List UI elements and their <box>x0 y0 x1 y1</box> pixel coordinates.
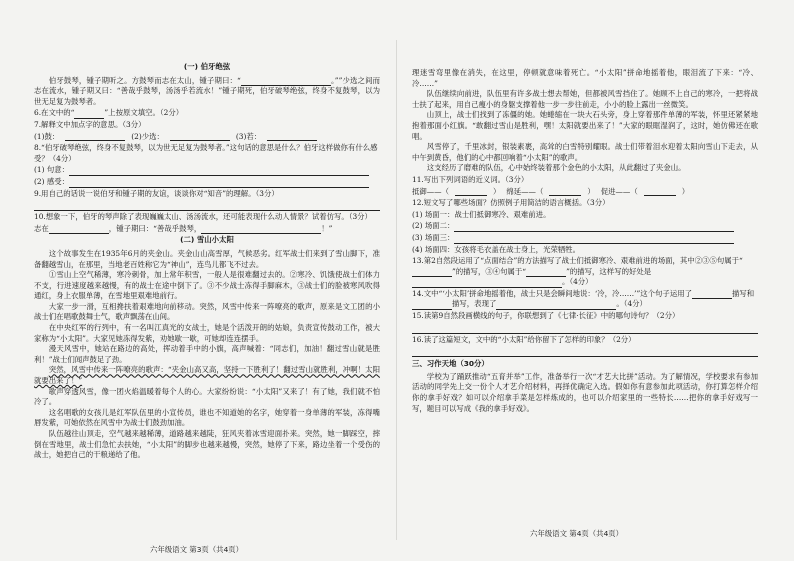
question-12-item-1: (1) 场面一：战士们抵御寒冷、艰难前进。 <box>412 209 551 219</box>
right-column <box>412 68 758 414</box>
question-10-fill: 志在 ，锺子期曰：“善哉乎鼓琴， ！” <box>34 223 333 233</box>
composition-prompt: 学校为了踊跃推动“五育并举”工作，准备举行一次“才艺大比拼”活动。为了解情况，学校要求有参加活动的同学先上交一份个人才艺介绍材料，再择优确定入选。假如你有意参加此项活动，你打算怎样介绍你的拿手好戏？如可以介绍拿手菜是怎样炼成的，也可以介绍家里的一些特长……把你的拿手好戏写一写，题目可以写成《我的拿手好戏》。 <box>412 371 758 413</box>
passage-paragraph-5: 漫天风雪中，她站在路边的高处，挥动着手中的小旗，高声喊着：“同志们，加油！翻过雪山就是胜利！”战士们闻声鼓足了劲。 <box>34 344 380 364</box>
question-7: 7.解释文中加点字的意思。（3分） <box>34 119 146 129</box>
answer-blank[interactable] <box>74 110 104 119</box>
answer-blank[interactable] <box>69 179 369 188</box>
question-10: 10.想象一下，伯牙的琴声除了表现巍巍太山、汤汤流水，还可能表现什么动人情景？试着仿写。（3分） <box>34 212 372 222</box>
section-title-2: (二) 雪山小太阳 <box>180 235 234 245</box>
passage-paragraph-7: 歌声穿透风雪，像一团火焰温暖着每个人的心。大家纷纷说：“小太阳”又来了！有了她，我们就不怕冷了。 <box>34 386 380 407</box>
answer-blank[interactable] <box>412 268 452 277</box>
question-11-items: 抵御——（ ） 绵延——（ ） 促进——（ ） <box>412 186 690 196</box>
question-6: 6.在文中的“ ”上按原文填空。（2分） <box>34 108 184 118</box>
question-14: 14.文中“‘小太阳’拼命地摇着他，战士只是会瞬间地说：‘冷，冷……’”这个句子运用了 描写和描写，表现了 。（4分） <box>412 288 755 309</box>
answer-blank[interactable] <box>526 268 566 277</box>
passage-paragraph-9: 队伍越往山顶走，空气越来越稀薄，道路越来越陡，狂风夹着冰雪迎面扑来。突然，她一脚踩空，摔倒在雪地里，战士们急忙去扶她，“小太阳”的脚步也越来越慢，突然，她停了下来，路边坐着一个受伤的战士，她把自己的干粮递给了他。 <box>34 429 380 460</box>
question-11: 11.写出下列词语的近义词。（3分） <box>412 174 529 184</box>
answer-blank[interactable] <box>69 167 369 176</box>
passage-paragraph-3: 大家一步一滑，互相搀扶着艰难地向前移动。突然，风雪中传来一阵嘹亮的歌声，原来是文工团的小战士们在唱歌鼓舞士气，歌声飘荡在山间。 <box>34 301 380 322</box>
answer-blank[interactable] <box>496 301 616 310</box>
answer-blank[interactable] <box>692 290 732 299</box>
column-divider <box>396 40 397 540</box>
passage-paragraph-14: 这支经历了磨难的队伍，心中始终装着那个金色的小太阳，从此翻过了夹金山。 <box>426 163 686 173</box>
question-12-item-4: (4) 场面四：女孩将毛衣盖在战士身上，光荣牺牲。 <box>412 244 581 254</box>
passage-paragraph-1: 这个故事发生在1935年6月的夹金山。夹金山山高雪厚，气候恶劣。红军战士们来到了雪山脚下，准备翻越雪山，在那里，当地老百姓称它为“神山”，连鸟儿都飞不过去。 <box>34 248 380 269</box>
question-8: 8.“伯牙破琴绝弦，终身不复鼓琴，以为世无足复为鼓琴者。”这句话的意思是什么？伯牙这样做你有什么感受？（4分） <box>34 143 378 163</box>
question-7-items: (1)鼓： (2)少选： (3)若： <box>34 132 380 143</box>
answer-blank[interactable] <box>454 223 734 232</box>
question-16: 16.读了这篇短文，文中的“小太阳”给你留下了怎样的印象？（2分） <box>412 334 636 344</box>
question-12-item-2: (2) 场面二： <box>412 221 758 232</box>
answer-blank[interactable] <box>267 132 317 141</box>
answer-blank[interactable] <box>241 77 331 86</box>
passage-paragraph-11: 队伍继续向前进，队伍里有许多战士想去帮她，但都被风雪挡住了。她顾不上自己的寒冷，一把将战士扶了起来，用自己瘦小的身躯支撑着他一步一步往前走，小小的脸上露出一丝微笑。 <box>412 89 758 109</box>
answer-blank[interactable] <box>412 279 562 288</box>
answer-blank[interactable] <box>201 225 321 234</box>
question-9: 9.用自己的话说一说伯牙和锺子期的友谊，谈谈你对“知音”的理解。（3分） <box>34 188 279 198</box>
question-13: 13.第2自然段运用了“点面结合”的方法描写了战士们抵御寒冷、艰难前进的场面，其中②③⑤句属于“”的描写，③④句属于“ ”的描写，这样写的好处是。（4分） <box>412 256 743 287</box>
answer-line[interactable] <box>412 323 758 334</box>
composition-heading: 三、习作天地（30分） <box>412 359 489 369</box>
passage-paragraph-10: 理迷雪弯里像在消失，在这里，停顿就意味着死亡。“小太阳”拼命地摇着他，眼泪流了下来：“冷、冷……” <box>412 68 758 88</box>
question-8-item-1: (1) 句意： <box>34 165 380 176</box>
answer-blank[interactable] <box>49 225 109 234</box>
classical-text: 伯牙鼓琴，锺子期听之。方鼓琴而志在太山，锺子期曰：“ 。””少选之间而志在流水，锺子期又曰：“善哉乎鼓琴，汤汤乎若流水！”锺子期死，伯牙破琴绝弦，终身不复鼓琴，以为世无足复为鼓琴者。 <box>34 75 380 106</box>
passage-paragraph-12: 山顶上，战士们找到了冻僵的她。她蜷缩在一块大石头旁，身上穿着那件单薄的军装，怀里还紧紧地抱着那面小红旗。“敢翻过雪山是胜利，嘿！太阳就要出来了！”大家的眼眶湿润了，这时，她仿佛还在歌唱。 <box>412 110 758 141</box>
question-12-item-3: (3) 场面三： <box>412 233 758 244</box>
answer-blank[interactable] <box>454 235 734 244</box>
passage-paragraph-6: 突然，风雪中传来一阵嘹亮的歌声：“夹金山高又高，坚持一下胜利了！翻过雪山就胜利，冲啊！太阳就要出来了！” <box>34 365 380 386</box>
question-8-item-2: (2) 感受： <box>34 177 380 188</box>
left-column <box>34 62 380 461</box>
passage-paragraph-8: 这名唱歌的女孩儿是红军队伍里的小宣传员，谁也不知道她的名字，她穿着一身单薄的军装，冻得嘴唇发紫，可她依然在风雪中为战士们鼓劲加油。 <box>34 407 380 428</box>
answer-blank[interactable] <box>65 132 125 141</box>
answer-blank[interactable] <box>455 187 487 196</box>
answer-blank[interactable] <box>549 187 581 196</box>
answer-blank[interactable] <box>412 301 452 310</box>
answer-blank[interactable] <box>644 187 676 196</box>
page-footer-right: 六年级语文 第4页（共4页） <box>530 529 624 538</box>
passage-paragraph-4: 在中央红军的行列中，有一名叫江真光的女战士，她是个活泼开朗的姑娘，负责宣传鼓动工作，被大家称为“小太阳”。大家见她冻得发紫，劝她歇一歇，可她却连连摆手。 <box>34 323 380 343</box>
answer-blank[interactable] <box>170 132 230 141</box>
answer-line[interactable] <box>412 346 758 357</box>
answer-line[interactable] <box>34 200 380 211</box>
question-12: 12.短文写了哪些场面？仿照例子用简洁的语言概括。（3分） <box>412 198 610 208</box>
question-15: 15.读第9自然段画横线的句子，你联想到了《七律·长征》中的哪句诗句？（2分） <box>412 311 680 321</box>
passage-paragraph-13: 风雪停了，千里冰封，银装素裹，高耸的白雪特别耀眼。战士们带着泪水迎着太阳向雪山下走去，从中午到黄昏，他们的心中都回响着“小太阳”的歌声。 <box>412 142 758 162</box>
passage-paragraph-2: ①雪山上空气稀薄，寒冷刺骨，加上常年积雪，一般人是很难翻过去的。②寒冷、饥饿使战士们体力不支，行进速度越来越慢，有的战士在途中倒下了。③不少战士冻得手脚麻木，③战士们的脸被寒风吹得通红，身上衣服单薄，在雪地里艰难地前行。 <box>34 270 380 301</box>
section-title-1: (一) 伯牙绝弦 <box>183 62 231 71</box>
page-footer-left: 六年级语文 第3页（共4页） <box>150 545 244 554</box>
